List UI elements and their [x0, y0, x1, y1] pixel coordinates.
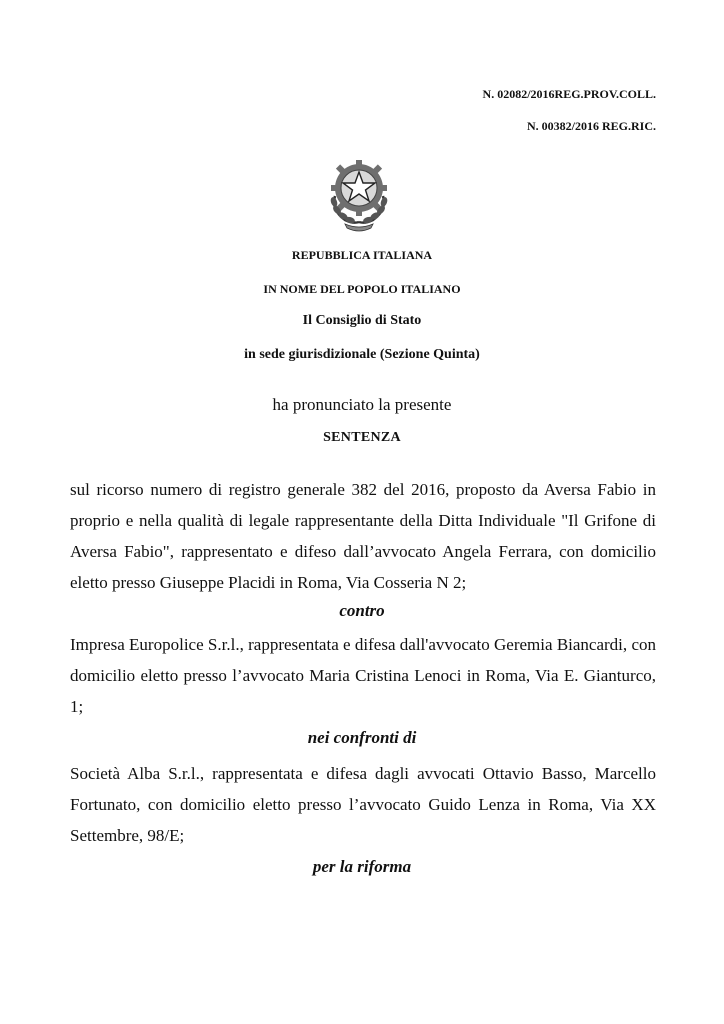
riforma-title: per la riforma	[312, 857, 412, 876]
italian-republic-emblem-icon	[317, 148, 401, 232]
contro-paragraph: Impresa Europolice S.r.l., rappresentata e difesa dall'avvocato Geremia Biancardi, con domicilio eletto presso l’avvocato Maria Cristina Lenoci in Roma, Via E. Gianturco, 1;	[70, 635, 656, 716]
court-heading: Il Consiglio di Stato	[302, 313, 422, 328]
republic-heading: REPUBBLICA ITALIANA	[291, 248, 433, 262]
confronti-paragraph: Società Alba S.r.l., rappresentata e difesa dagli avvocati Ottavio Basso, Marcello Fortunato, con domicilio eletto presso l’avvocato Guido Lenza in Roma, Via XX Settembre, 98/E;	[70, 764, 656, 845]
confronti-title: nei confronti di	[307, 728, 417, 747]
section-heading: in sede giurisdizionale (Sezione Quinta)	[244, 347, 480, 362]
in-nome-heading: IN NOME DEL POPOLO ITALIANO	[263, 282, 461, 296]
sentenza-title: SENTENZA	[323, 430, 401, 445]
reg-ric-number: N. 00382/2016 REG.RIC.	[526, 119, 656, 133]
ricorso-paragraph: sul ricorso numero di registro generale 382 del 2016, proposto da Aversa Fabio in proprio e nella qualità di legale rappresentante della Ditta Individuale "Il Grifone di Aversa Fabio", rappresentato e difeso dall’avvocato Angela Ferrara, con domicilio eletto presso Giuseppe Placidi in Roma, Via Cosseria N 2;	[70, 480, 656, 592]
contro-title: contro	[339, 601, 385, 620]
reg-prov-coll-number: N. 02082/2016REG.PROV.COLL.	[482, 87, 656, 101]
pronounced-line: ha pronunciato la presente	[272, 395, 452, 414]
